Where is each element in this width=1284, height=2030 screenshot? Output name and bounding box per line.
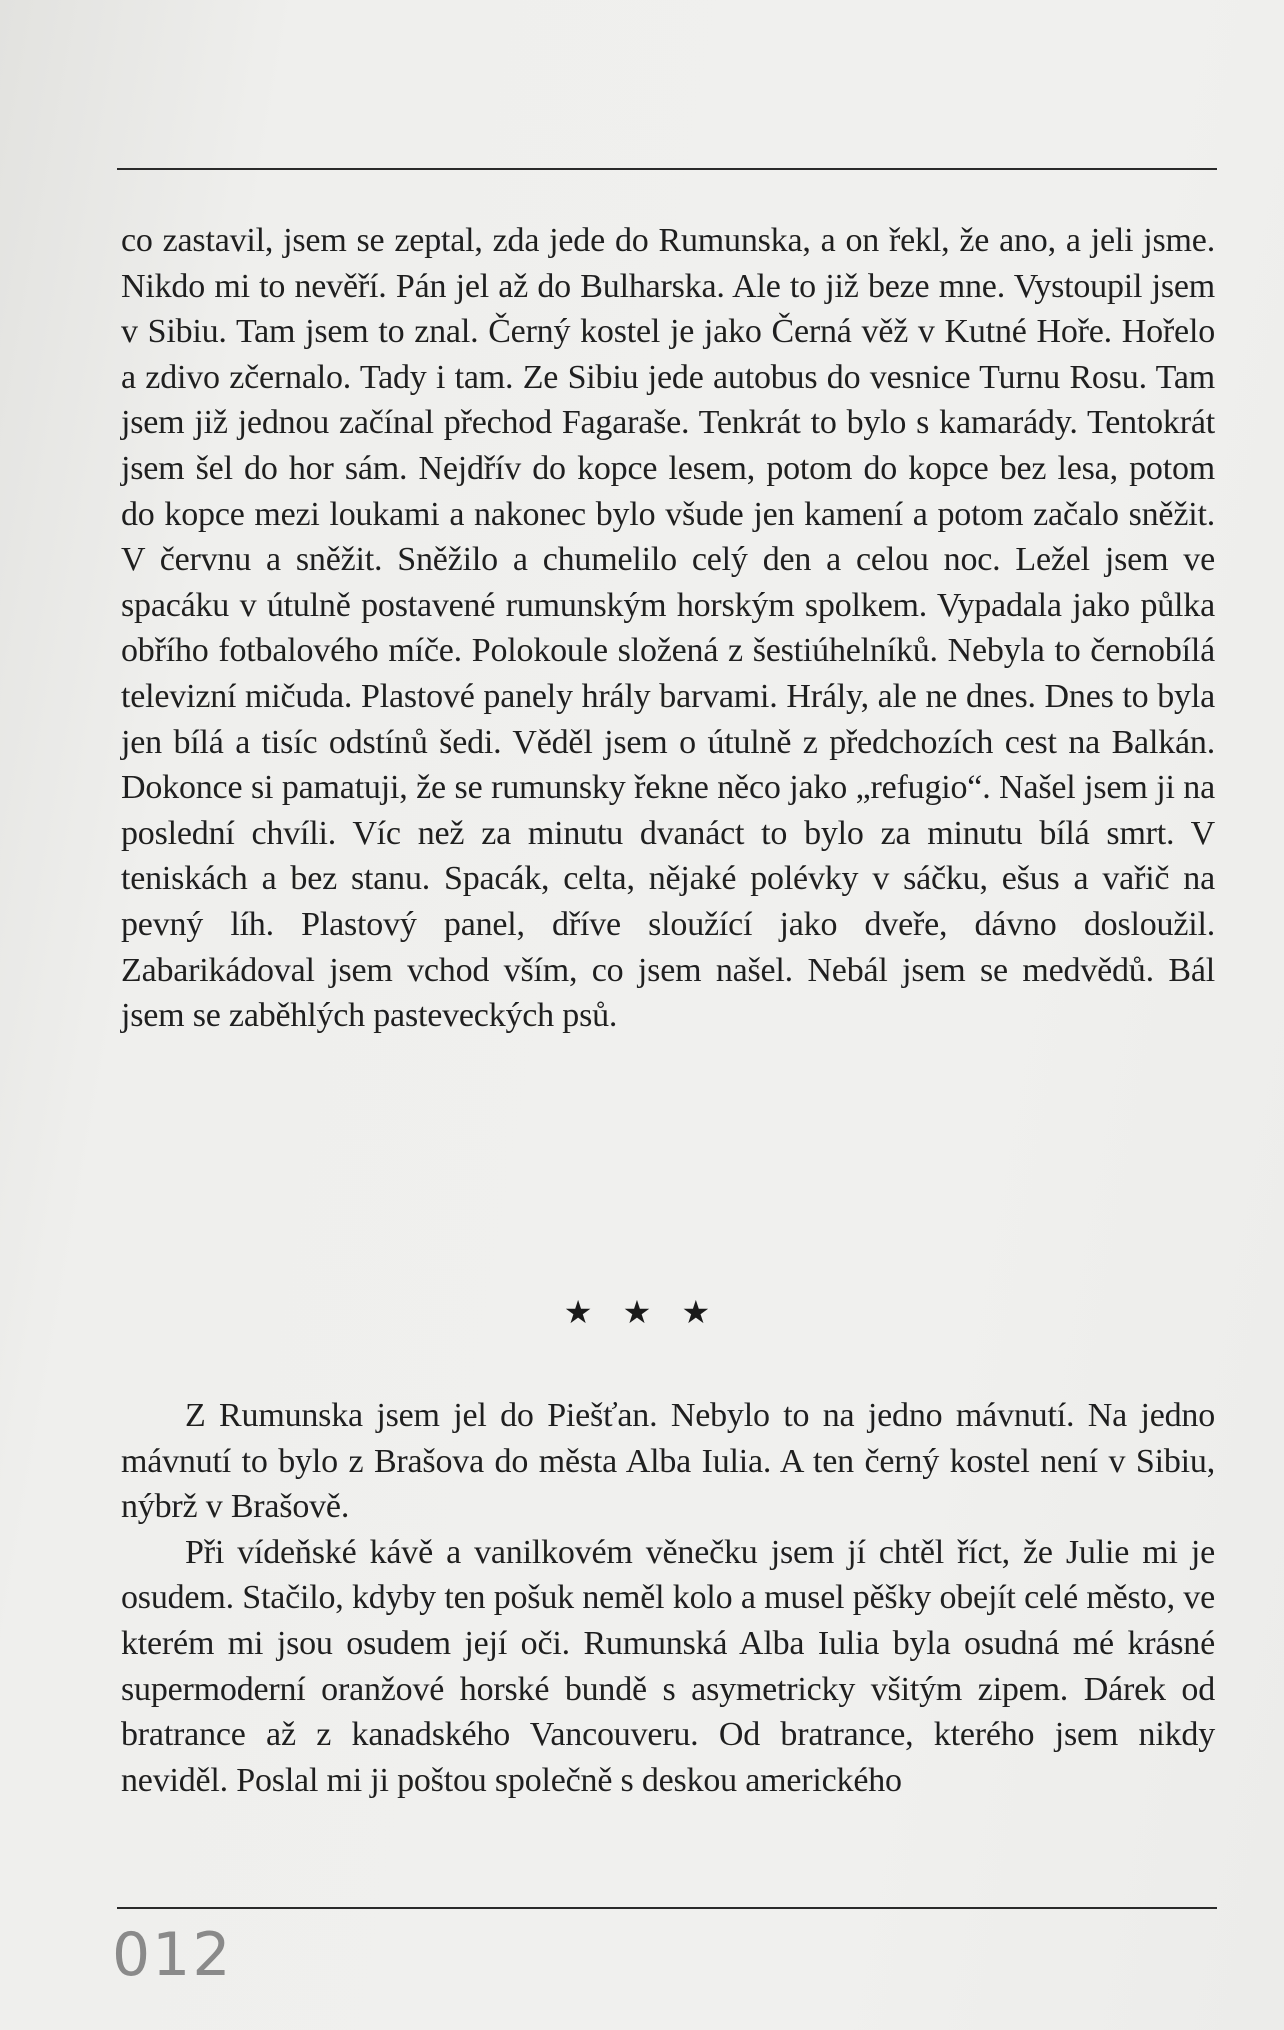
section-break-stars: ★ ★ ★ (563, 1293, 721, 1331)
text-block-top (121, 218, 1215, 1039)
paragraph: Z Rumunska jsem jel do Piešťan. Nebylo to na jedno mávnutí. Na jedno mávnutí to bylo z Brašova do města Alba Iulia. A ten černý kostel není v Sibiu, nýbrž v Brašově. (121, 1397, 1215, 1526)
top-rule (117, 168, 1217, 170)
text-block-bottom (121, 1393, 1215, 1803)
bottom-rule (117, 1907, 1217, 1909)
paragraph: co zastavil, jsem se zeptal, zda jede do Rumunska, a on řekl, že ano, a jeli jsme. Nikdo mi to nevěří. Pán jel až do Bulharska. Ale to již beze mne. Vystoupil jsem v Sibiu. Tam jsem to znal. Černý kostel je jako Černá věž v Kutné Hoře. Hořelo a zdivo zčernalo. Tady i tam. Ze Sibiu jede autobus do vesnice Turnu Rosu. Tam jsem již jednou začínal přechod Fagaraše. Tenkrát to bylo s kamarády. Tentokrát jsem šel do hor sám. Nejdřív do kopce lesem, potom do kopce bez lesa, potom do kopce mezi loukami a nakonec bylo všude jen kamení a potom začalo sněžit. V červnu a sněžit. Sněžilo a chumelilo celý den a celou noc. Ležel jsem ve spacáku v útulně postavené rumunským horským spolkem. Vypadala jako půlka obřího fotbalového míče. Polokoule složená z šestiúhelníků. Nebyla to černobílá televizní mičuda. Plastové panely hrály barvami. Hrály, ale ne dnes. Dnes to byla jen bílá a tisíc odstínů šedi. Věděl jsem o útulně z předchozích cest na Balkán. Dokonce si pamatuji, že se rumunsky řekne něco jako „refugio“. Našel jsem ji na poslední chvíli. Víc než za minutu dvanáct to bylo za minutu bílá smrt. V teniskách a bez stanu. Spacák, celta, nějaké polévky v sáčku, ešus a vařič na pevný líh. Plastový panel, dříve sloužící jako dveře, dávno dosloužil. Zabarikádoval jsem vchod vším, co jsem našel. Nebál jsem se medvědů. Bál jsem se zaběhlých pasteveckých psů. (121, 222, 1215, 1035)
paragraph: Při vídeňské kávě a vanilkovém věnečku jsem jí chtěl říct, že Julie mi je osudem. Stačilo, kdyby ten pošuk neměl kolo a musel pěšky obejít celé město, ve kterém mi jsou osudem její oči. Rumunská Alba Iulia byla osudná mé krásné supermoderní oranžové horské bundě s asymetricky všitým zipem. Dárek od bratrance až z kanadského Vancouveru. Od bratrance, kterého jsem nikdy neviděl. Poslal mi ji poštou společně s deskou amerického (121, 1533, 1215, 1799)
page-number: 012 (112, 1920, 233, 1990)
